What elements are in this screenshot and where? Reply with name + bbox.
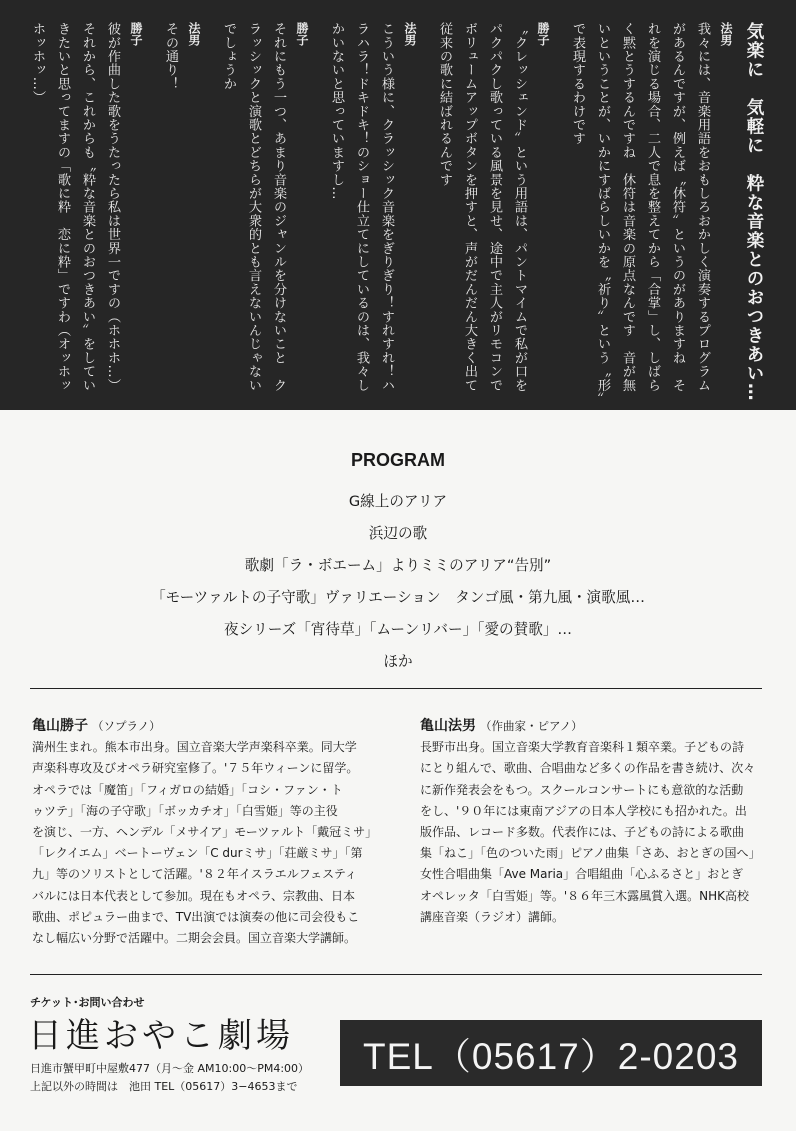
bio-line: 長野市出身。国立音楽大学教育音楽科１類卒業。子どもの詩 bbox=[420, 740, 745, 755]
program-item: 浜辺の歌 bbox=[368, 525, 428, 542]
bio-line: を演じ、一方、ヘンデル「メサイア」モーツァルト「戴冠ミサ」 bbox=[32, 825, 378, 840]
program-item: 歌劇「ラ・ボエーム」よりミミのアリア“告別” bbox=[244, 557, 552, 574]
program-item: G線上のアリア bbox=[348, 493, 448, 510]
dialogue-headline: 気楽に 気軽に 粋な音楽とのおつきあい… bbox=[744, 22, 764, 402]
bio-norio bbox=[420, 716, 776, 928]
speaker-label: 勝子 bbox=[536, 22, 550, 46]
speech-text: それにもう一つ、あまり音楽のジャンルを分けないこと クラッシックと演歌とどちらが大衆的とも言えないんじゃないでしょうか bbox=[221, 22, 286, 392]
bio-line: バルには日本代表として参加。現在もオペラ、宗教曲、日本 bbox=[32, 888, 356, 903]
bio-role: （作曲家・ピアノ） bbox=[480, 719, 583, 733]
dialogue-turn bbox=[432, 22, 551, 402]
program-title: PROGRAM bbox=[351, 450, 445, 470]
dialogue-panel bbox=[0, 0, 796, 410]
speech-text: 我々には、音楽用語をおもしろおかしく演奏するプログラムがあるんですが、例えば〝休符〟というのがありますね それを演じる場合、二人で息を整えてから「合掌」し、しばらく黙とうするんですね 休符は音楽の原点なんです 音が無いということが、いかにすばらしいかを〝祈り〟という〝形〟で表現するわけです bbox=[570, 22, 710, 399]
bio-line: 満州生まれ。熊本市出身。国立音楽大学声楽科卒業。同大学 bbox=[32, 740, 357, 755]
speaker-label: 勝子 bbox=[129, 22, 143, 46]
program-item: 夜シリーズ「宵待草」「ムーンリバー」「愛の賛歌」… bbox=[223, 621, 573, 638]
bio-line: にとり組んで、歌曲、合唱曲など多くの作品を書き続け、次々 bbox=[420, 761, 756, 776]
bio-role: （ソプラノ） bbox=[92, 719, 161, 733]
bio-line: 声楽科専攻及びオペラ研究室修了。'７５年ウィーンに留学。 bbox=[32, 761, 359, 776]
speech-text: 彼が作曲した歌をうたったら私は世界一ですの（ホホホ…） それから、これからも〝粋な音楽とのおつきあい〟をしていきたいと思ってますの「歌に粋 恋に粋」ですわ（オッホッホッホッ…） bbox=[30, 22, 120, 399]
speech-text: その通り！ bbox=[163, 22, 178, 91]
speech-text: 〝クレッシェンド〟という用語は、パントマイムで私が口をパクパクし歌っている風景を見せ、途中で主人がリモコンでボリュームアップボタンを押すと、声がだんだん大きく出て従来の歌に結ばれるんです bbox=[437, 22, 527, 392]
program-item: ほか bbox=[383, 653, 413, 670]
bio-line: 講座音楽（ラジオ）講師。 bbox=[420, 909, 565, 924]
bio-name: 亀山勝子 bbox=[32, 718, 88, 734]
dialogue-columns bbox=[25, 22, 768, 402]
dialogue-turn bbox=[216, 22, 310, 402]
bio-line: 版作品、レコード多数。代表作には、子どもの詩による歌曲 bbox=[420, 825, 745, 840]
contact-alt-phone: 上記以外の時間は 池田 TEL（05617）3−4653まで bbox=[30, 1080, 298, 1093]
speaker-label: 法男 bbox=[719, 22, 733, 46]
bio-line: 「レクイエム」ベートーヴェン「C durミサ」「荘厳ミサ」「第 bbox=[32, 846, 363, 861]
phone-number-box: TEL（05617）2-0203 bbox=[340, 1020, 762, 1086]
contact-address: 日進市蟹甲町中屋敷477（月〜金 AM10:00〜PM4:00） bbox=[30, 1062, 310, 1075]
dialogue-turn bbox=[565, 22, 734, 402]
speaker-label: 勝子 bbox=[295, 22, 309, 46]
bio-katsuko bbox=[32, 716, 404, 949]
bio-line: 集「ねこ」「色のついた雨」ピアノ曲集「さあ、おとぎの国へ」 bbox=[420, 846, 761, 861]
theater-name: 日進おやこ劇場 bbox=[28, 1016, 294, 1056]
bio-name: 亀山法男 bbox=[420, 718, 476, 734]
dialogue-turn bbox=[25, 22, 144, 402]
bio-line: オペラでは「魔笛」「フィガロの結婚」「コシ・ファン・ト bbox=[32, 782, 343, 797]
dialogue-turn bbox=[158, 22, 202, 402]
bio-line: 女性合唱曲集「Ave Maria」合唱組曲「心ふるさと」おとぎ bbox=[420, 867, 744, 882]
speaker-label: 法男 bbox=[403, 22, 417, 46]
bio-line: なし幅広い分野で活躍中。二期会会員。国立音楽大学講師。 bbox=[32, 931, 357, 946]
bio-line: 九」等のソリストとして活躍。'８２年イスラエルフェスティ bbox=[32, 867, 357, 882]
speech-text: こういう様に、クラッシック音楽をぎりぎり！すれすれ！ハラハラ！ドキドキ！のショー仕立てにしているのは、我々しかいないと思っていますし… bbox=[329, 22, 394, 392]
bio-line: オペレッタ「白雪姫」等。'８６年三木露風賞入選。NHK高校 bbox=[420, 888, 750, 903]
divider bbox=[30, 688, 762, 689]
divider bbox=[30, 974, 762, 975]
bio-line: をし、'９０年には東南アジアの日本人学校にも招かれた。出 bbox=[420, 803, 747, 818]
bio-line: に新作発表会をもつ。スクールコンサートにも意欲的な活動 bbox=[420, 782, 744, 797]
bio-line: ゥツテ」「海の子守歌」「ボッカチオ」「白雪姫」等の主役 bbox=[32, 803, 338, 818]
speaker-label: 法男 bbox=[187, 22, 201, 46]
program-item: 「モーツァルトの子守歌」ヴァリエーション タンゴ風・第九風・演歌風… bbox=[151, 589, 645, 606]
program-section bbox=[0, 450, 796, 678]
bio-line: 歌曲、ポピュラー曲まで、TV出演では演奏の他に司会役もこ bbox=[32, 909, 360, 924]
contact-label: チケット･お問い合わせ bbox=[30, 996, 145, 1009]
dialogue-turn bbox=[324, 22, 418, 402]
